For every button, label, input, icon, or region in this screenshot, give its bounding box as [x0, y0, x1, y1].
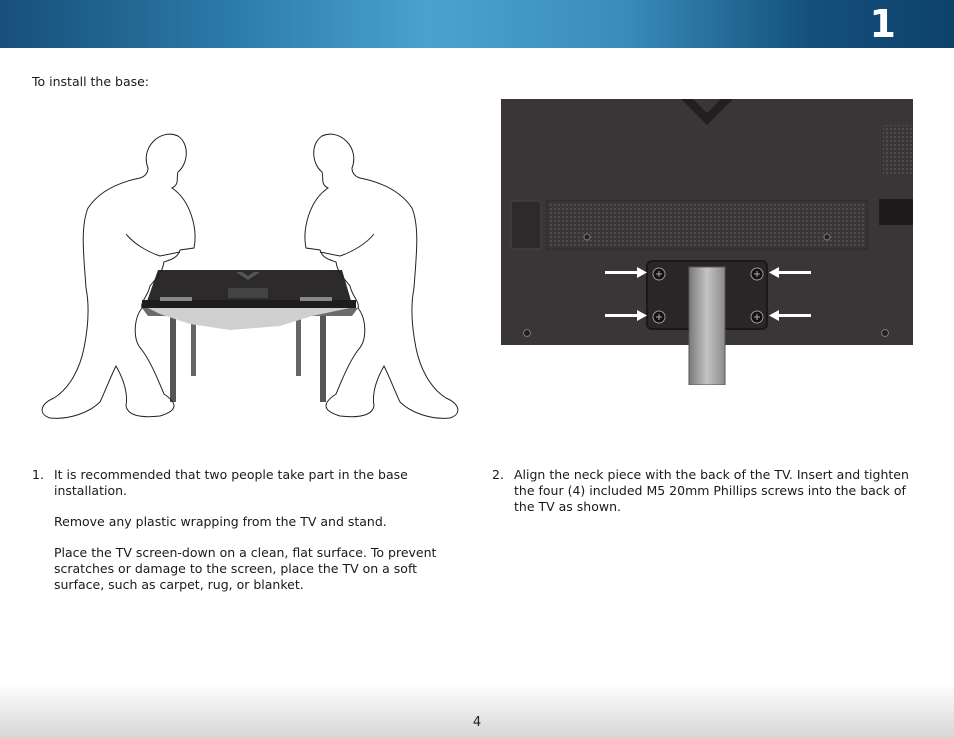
vent-grille	[547, 201, 867, 249]
person-right-arm	[320, 234, 374, 256]
person-left-arm	[126, 234, 180, 256]
two-people-lifting-tv-illustration	[30, 118, 470, 428]
step-paragraph: Place the TV screen-down on a clean, flat surface. To prevent scratches or damage to the screen, place the TV on a soft surface, such as carpet, rug, or blanket.	[54, 545, 437, 592]
screw	[524, 330, 531, 337]
table-leg	[170, 314, 176, 402]
page-number: 4	[472, 715, 482, 730]
step-paragraph: It is recommended that two people take part in the base installation.	[54, 467, 408, 498]
chapter-number: 1	[869, 2, 896, 46]
power-port	[511, 201, 541, 249]
m5-screw	[653, 268, 665, 280]
step-number: 2.	[492, 467, 504, 482]
neck-piece	[689, 267, 725, 385]
tv-vent	[160, 297, 192, 301]
screw	[824, 234, 830, 240]
screw	[584, 234, 590, 240]
m5-screw	[751, 268, 763, 280]
intro-text: To install the base:	[32, 74, 150, 89]
vent-grille-side	[883, 125, 913, 175]
step-paragraph: Remove any plastic wrapping from the TV and stand.	[54, 514, 387, 529]
tv-stand-mount	[228, 288, 268, 298]
tv-edge	[142, 300, 356, 308]
soft-blanket	[148, 308, 350, 330]
table-leg	[320, 314, 326, 402]
step-paragraph: Align the neck piece with the back of the TV. Insert and tighten the four (4) included M5 20mm Phillips screws into the back of the TV as shown.	[514, 467, 909, 514]
tv-vent	[300, 297, 332, 301]
m5-screw	[653, 311, 665, 323]
table-leg	[296, 314, 301, 376]
step-number: 1.	[32, 467, 44, 482]
tv-back-neck-screws-illustration	[501, 99, 913, 385]
page-header	[0, 0, 954, 48]
m5-screw	[751, 311, 763, 323]
page-footer	[0, 684, 954, 738]
step-2	[492, 467, 912, 530]
screw	[882, 330, 889, 337]
input-port	[879, 199, 913, 225]
step-1	[32, 467, 462, 608]
